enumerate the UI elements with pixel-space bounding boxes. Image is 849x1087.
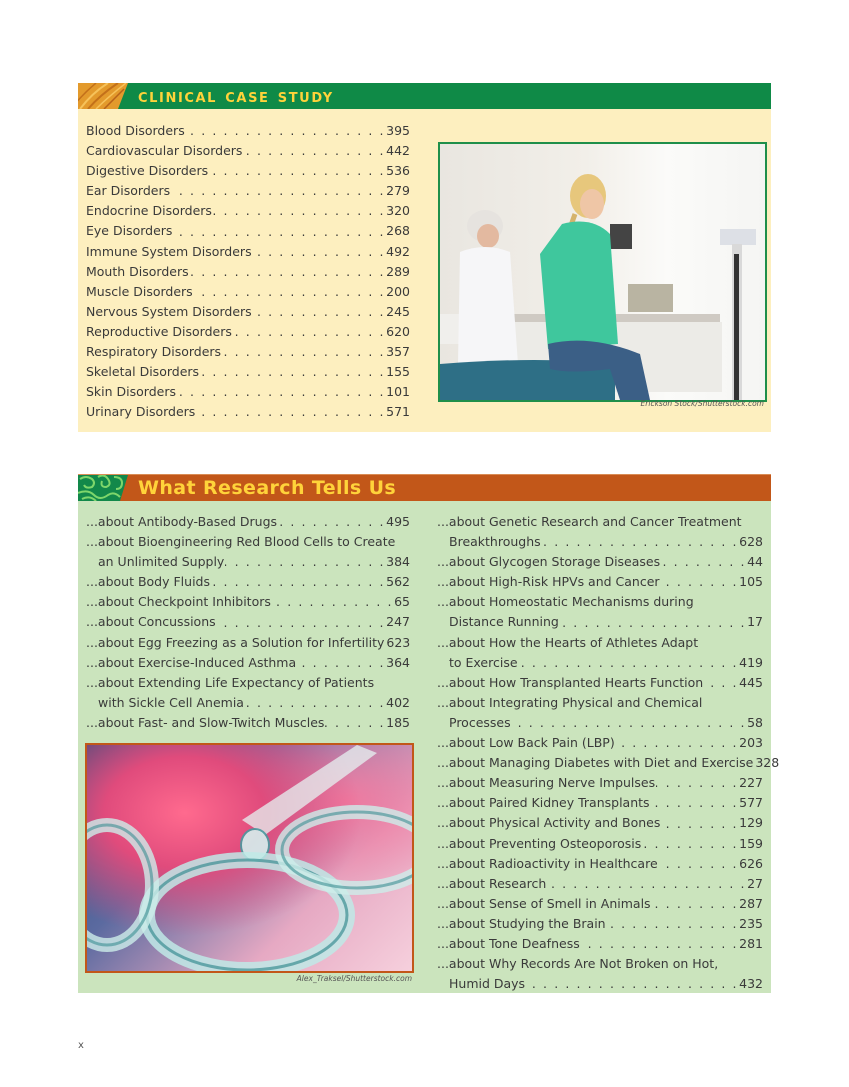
list-item[interactable]: Ear Disorders . . . 279 [86, 181, 410, 201]
page-number: 58 [747, 714, 763, 730]
page-number: 419 [739, 654, 763, 670]
list-item[interactable]: Eye Disorders . . . 268 [86, 221, 410, 241]
lab-glassware-illustration [87, 745, 412, 971]
list-item[interactable]: Blood Disorders . . . 395 [86, 121, 410, 141]
page-number: 402 [386, 694, 410, 710]
page-number: 289 [386, 263, 410, 279]
list-item[interactable]: Endocrine Disorders . . . 320 [86, 201, 410, 221]
page-number: 247 [386, 614, 410, 630]
page-number: 626 [739, 855, 763, 871]
clinical-case-study-title: clinical case study [138, 85, 334, 107]
list-item[interactable]: ...about Why Records Are Not Broken on Hot, Humid Days . . . 432 [437, 954, 763, 994]
page-number: 203 [739, 735, 763, 751]
page-number: 432 [739, 976, 763, 992]
clinical-case-study-header [78, 83, 771, 109]
page-number: 328 [755, 755, 780, 771]
page-number: 623 [386, 634, 411, 650]
page-number: 65 [394, 594, 410, 610]
page-number: 562 [386, 574, 410, 590]
page-number: 571 [386, 404, 410, 420]
page-number: 445 [739, 674, 763, 690]
list-item[interactable]: ...about Concussions . . . 247 [86, 612, 410, 632]
page-number: 395 [386, 123, 410, 138]
list-item[interactable]: ...about Homeostatic Mechanisms during Distance Running . . . 17 [437, 592, 763, 632]
list-item[interactable]: ...about Studying the Brain . . . 235 [437, 914, 763, 934]
clinical-case-study-panel [78, 83, 771, 432]
list-item[interactable]: ...about High-Risk HPVs and Cancer . . . 105 [437, 572, 763, 592]
list-item[interactable]: Skeletal Disorders . . . 155 [86, 362, 410, 382]
list-item[interactable]: ...about Radioactivity in Healthcare . . . 626 [437, 854, 763, 874]
list-item[interactable]: ...about Body Fluids . . . 562 [86, 572, 410, 592]
what-research-tells-us-header [78, 474, 771, 501]
research-list-left [86, 512, 410, 733]
list-item[interactable]: ...about How Transplanted Hearts Function . . . 445 [437, 673, 763, 693]
what-research-tells-us-panel [78, 474, 780, 993]
what-research-tells-us-title: What Research Tells Us [138, 477, 397, 499]
page-number: 628 [739, 534, 763, 550]
page-number: 287 [739, 895, 763, 911]
list-item[interactable]: Nervous System Disorders . . . 245 [86, 302, 410, 322]
page-number: 577 [739, 795, 763, 811]
page-number: 27 [747, 875, 763, 891]
list-item[interactable]: Urinary Disorders . . . 571 [86, 402, 410, 422]
page-number: 101 [386, 384, 410, 400]
page-number: 279 [386, 183, 410, 199]
photo-credit: Alex_Traksel/Shutterstock.com [296, 974, 412, 983]
page-number: 235 [739, 915, 763, 931]
page-number: 129 [739, 815, 763, 831]
page-number: 620 [386, 323, 410, 339]
list-item[interactable]: ...about Fast- and Slow-Twitch Muscles . . . 185 [86, 713, 410, 733]
page-number: 495 [386, 514, 410, 529]
page-number: 17 [747, 614, 763, 630]
list-item[interactable]: ...about Genetic Research and Cancer Treatment Breakthroughs . . . 628 [437, 512, 763, 552]
research-list-right [437, 512, 780, 994]
list-item[interactable]: ...about Glycogen Storage Diseases . . . 44 [437, 552, 763, 572]
test-tube-pipette-photo [85, 743, 414, 973]
patient-illustration [440, 144, 765, 400]
page-number: 384 [386, 554, 410, 570]
page-number: 159 [739, 835, 763, 851]
list-item[interactable]: ...about Low Back Pain (LBP) . . . 203 [437, 733, 763, 753]
exam-room-photo [438, 142, 767, 402]
list-item[interactable]: Skin Disorders . . . 101 [86, 382, 410, 402]
list-item[interactable]: Cardiovascular Disorders . . . 442 [86, 141, 410, 161]
list-item[interactable]: ...about Egg Freezing as a Solution for Infertility 623 [86, 633, 410, 653]
list-item[interactable]: Muscle Disorders . . . 200 [86, 282, 410, 302]
page-number: 357 [386, 344, 410, 360]
page-number: 536 [386, 163, 410, 179]
list-item[interactable]: Reproductive Disorders . . . 620 [86, 322, 410, 342]
clinical-case-list [86, 121, 410, 422]
wood-grain-icon [78, 83, 128, 109]
page-number: 105 [739, 574, 763, 590]
list-item[interactable]: ...about Antibody-Based Drugs . . . 495 [86, 512, 410, 532]
list-item[interactable]: ...about Research . . . 27 [437, 874, 763, 894]
page-number: 185 [386, 714, 410, 730]
maze-pattern-icon [78, 475, 128, 501]
list-item[interactable]: ...about Tone Deafness . . . 281 [437, 934, 763, 954]
page-number: 155 [386, 364, 410, 380]
list-item[interactable]: ...about Paired Kidney Transplants . . . 577 [437, 793, 763, 813]
list-item[interactable]: ...about Sense of Smell in Animals . . . 287 [437, 894, 763, 914]
list-item[interactable]: Immune System Disorders . . . 492 [86, 242, 410, 262]
list-item[interactable]: ...about How the Hearts of Athletes Adapt to Exercise . . . 419 [437, 633, 763, 673]
page-number: 268 [386, 223, 410, 239]
page-number-footer: x [78, 1040, 84, 1051]
page-number: 227 [739, 775, 763, 791]
list-item[interactable]: Digestive Disorders . . . 536 [86, 161, 410, 181]
page-number: 245 [386, 303, 410, 319]
list-item[interactable]: ...about Exercise-Induced Asthma . . . 364 [86, 653, 410, 673]
list-item[interactable]: ...about Checkpoint Inhibitors . . . 65 [86, 592, 410, 612]
list-item[interactable]: ...about Bioengineering Red Blood Cells to Create an Unlimited Supply . . . 384 [86, 532, 410, 572]
page-number: 200 [386, 283, 410, 299]
page-number: 281 [739, 935, 763, 951]
page-number: 442 [386, 143, 410, 159]
list-item[interactable]: Respiratory Disorders . . . 357 [86, 342, 410, 362]
list-item[interactable]: ...about Preventing Osteoporosis . . . 159 [437, 834, 763, 854]
list-item[interactable]: ...about Integrating Physical and Chemical Processes . . . 58 [437, 693, 763, 733]
list-item[interactable]: ...about Measuring Nerve Impulses . . . 227 [437, 773, 763, 793]
list-item[interactable]: ...about Physical Activity and Bones . . . 129 [437, 813, 763, 833]
photo-credit: Erickson Stock/Shutterstock.com [640, 399, 764, 408]
list-item[interactable]: ...about Managing Diabetes with Diet and Exercise 328 [437, 753, 763, 773]
page-number: 492 [386, 243, 410, 259]
page-number: 44 [747, 554, 763, 570]
page-number: 320 [386, 203, 410, 219]
list-item[interactable]: Mouth Disorders . . . 289 [86, 262, 410, 282]
page-number: 364 [386, 654, 410, 670]
list-item[interactable]: ...about Extending Life Expectancy of Patients with Sickle Cell Anemia . . . 402 [86, 673, 410, 713]
